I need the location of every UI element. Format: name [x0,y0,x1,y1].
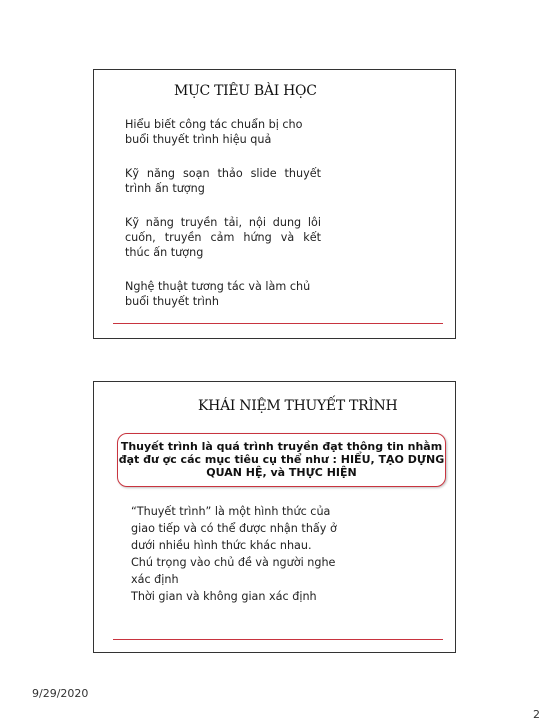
bullet-line: Thời gian và không gian xác định [131,590,317,603]
bullet-line: thúc ấn tượng [125,246,204,259]
bullet-line: buổi thuyết trình [125,295,219,308]
definition-box [117,433,446,487]
bullet-item [125,117,321,147]
bullet-line: trình ấn tượng [125,182,205,195]
bullet-line: Kỹ năng soạn thảo slide thuyết [125,167,321,180]
bullet-line: Kỹ năng truyền tải, nội dung lôi [125,216,321,229]
slide-objectives [93,69,456,339]
divider-line [113,639,443,640]
page-number: 2 [533,708,540,721]
bullet-line: xác định [131,573,179,586]
slide-title: KHÁI NIỆM THUYẾT TRÌNH [198,398,398,414]
slide-concept [93,381,456,653]
bullet-list [125,117,321,328]
bullet-item [125,166,321,196]
bullet-line: Chú trọng vào chủ đề và người nghe [131,556,336,569]
bullet-line: “Thuyết trình” là một hình thức của [131,505,331,518]
footer-date: 9/29/2020 [32,687,89,700]
bullet-line: giao tiếp và có thể được nhận thấy ở [131,522,337,535]
definition-line: Thuyết trình là quá trình truyền đạt thông tin nhằm [120,440,443,453]
bullet-line: Hiểu biết công tác chuẩn bị cho [125,118,303,131]
definition-line: đạt đư ợc các mục tiêu cụ thể như : HIỂU, TẠO DỰNG [118,453,445,466]
definition-line: QUAN HỆ, và THỰC HIỆN [206,466,357,479]
bullet-line: buổi thuyết trình hiệu quả [125,133,272,146]
bullet-line: cuốn, truyền cảm hứng và kết [125,231,321,244]
bullet-list [131,503,341,605]
bullet-line: Nghệ thuật tương tác và làm chủ [125,280,311,293]
divider-line [113,323,443,324]
bullet-item [125,215,321,260]
slide-title: MỤC TIÊU BÀI HỌC [174,83,317,99]
bullet-line: dưới nhiều hình thức khác nhau. [131,539,312,552]
bullet-item [125,279,321,309]
